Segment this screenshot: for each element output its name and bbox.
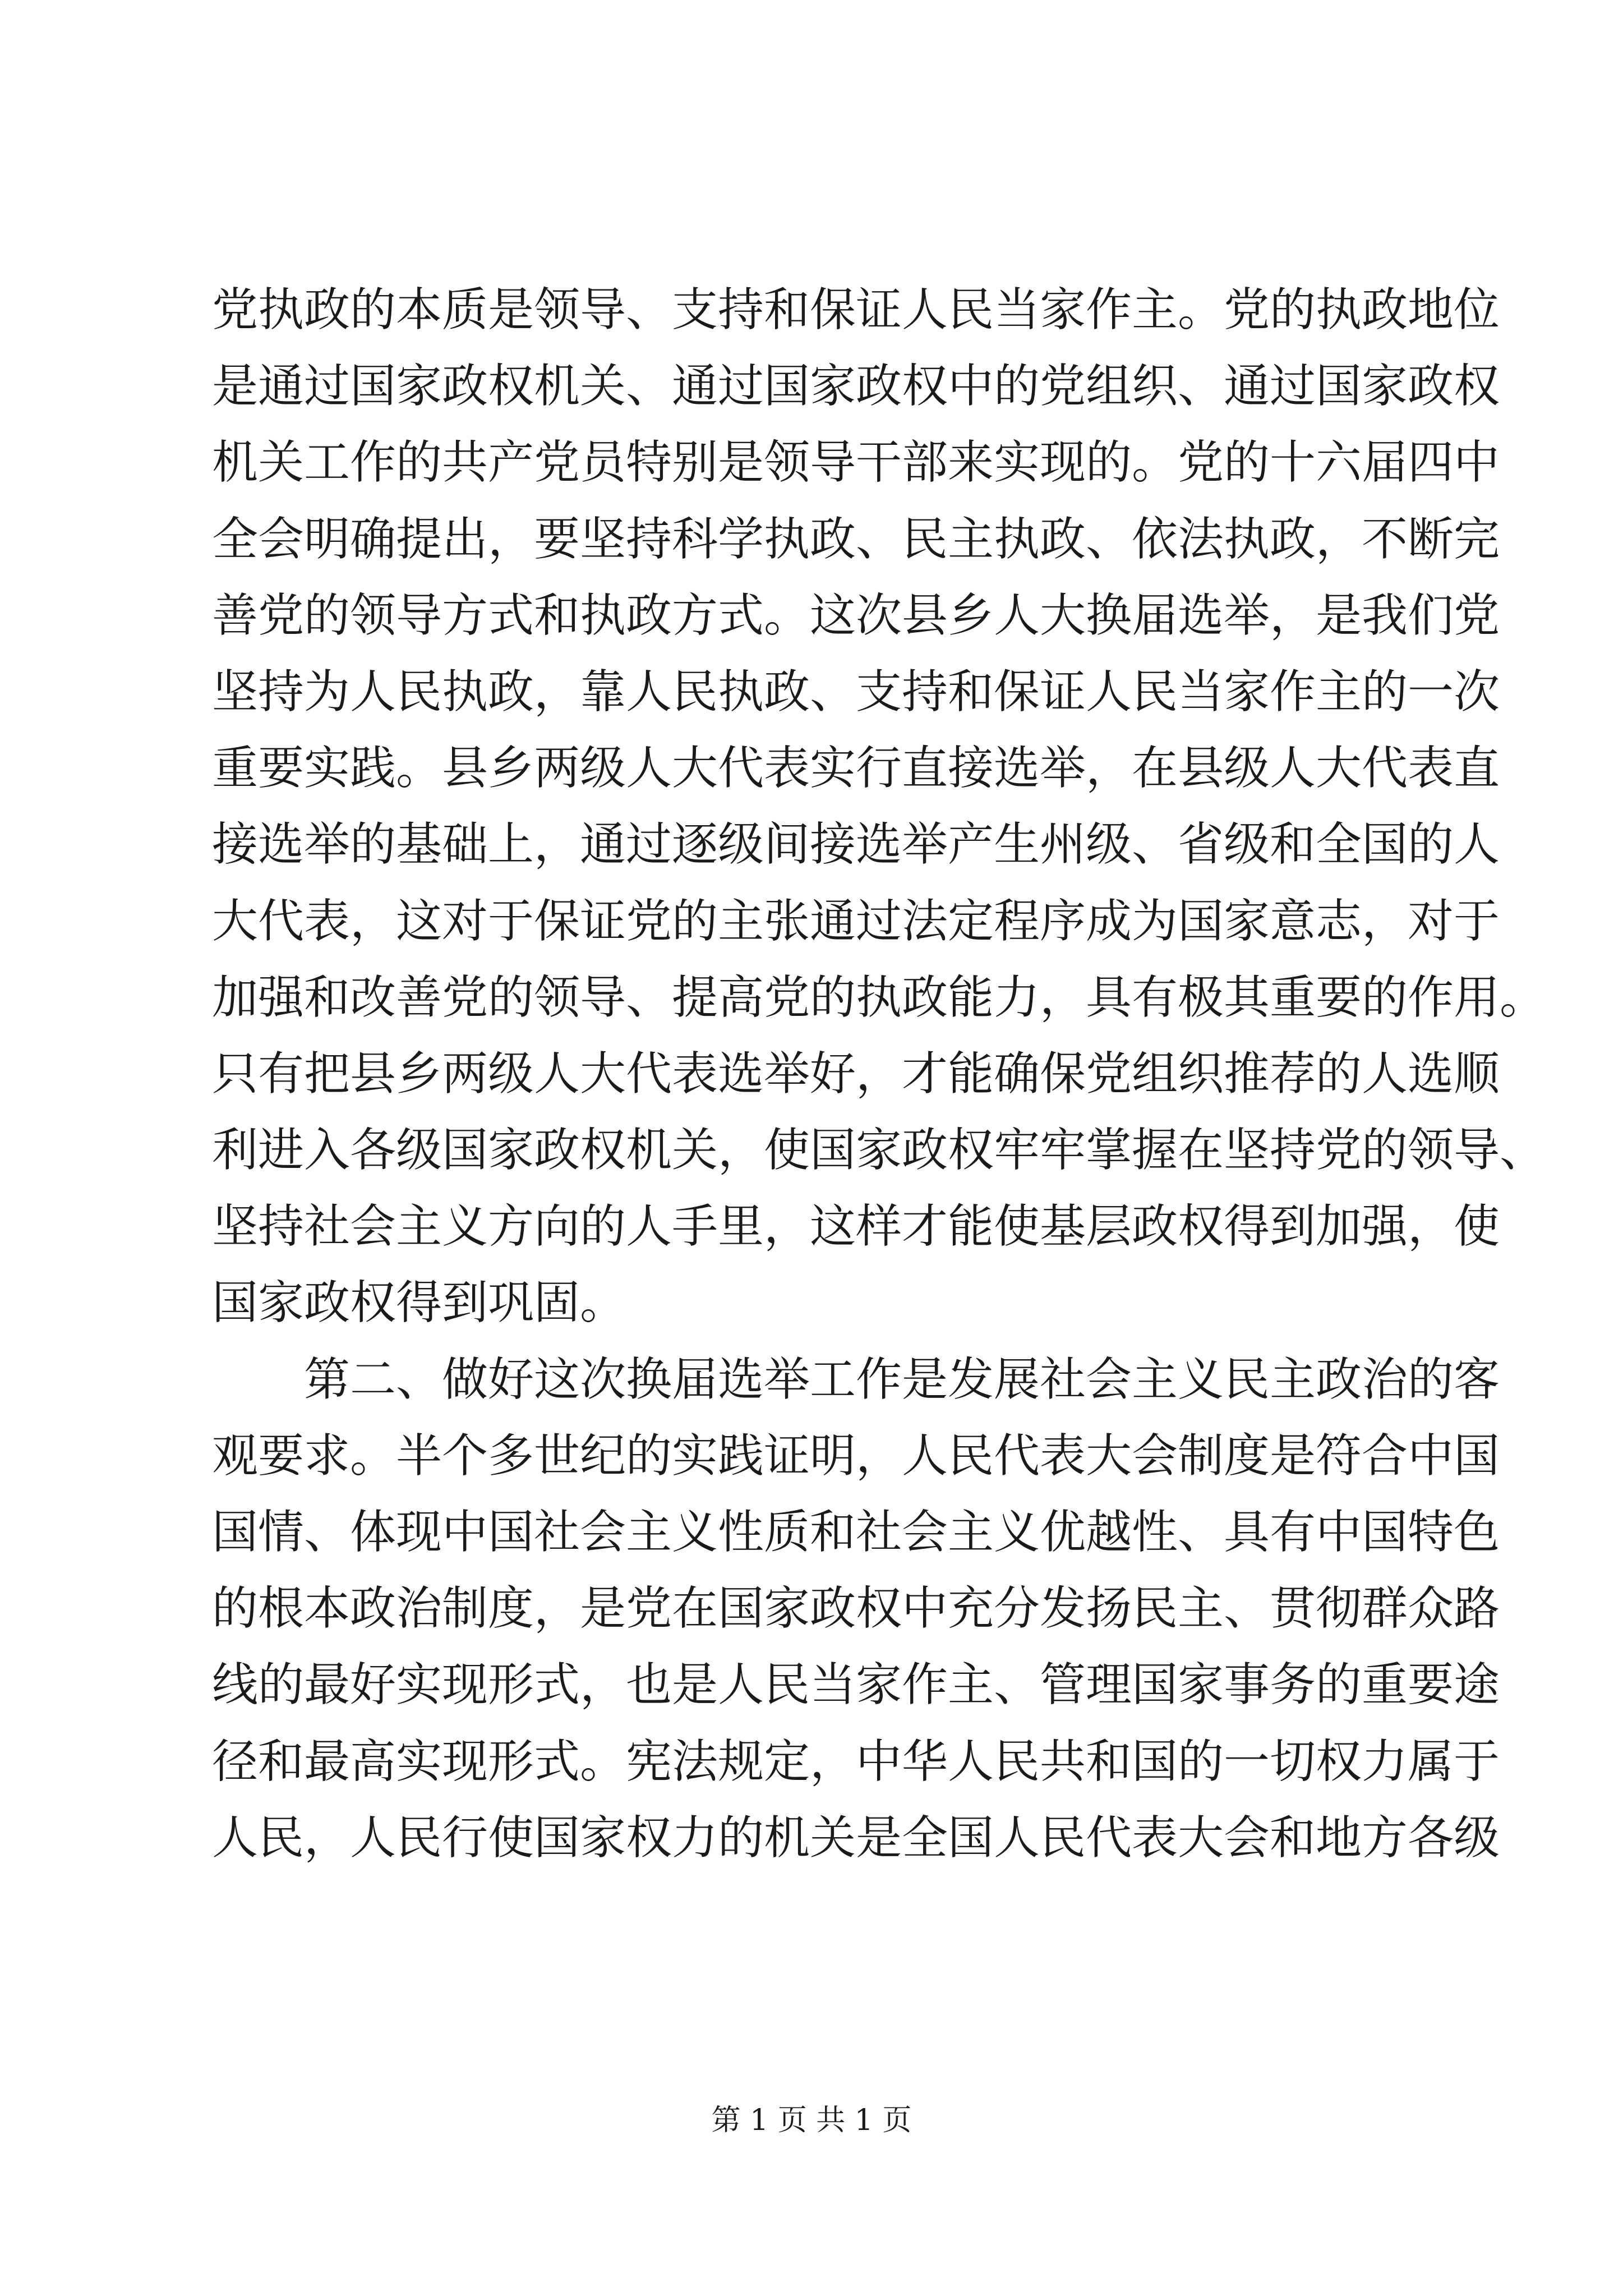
text-line: 重要实践。县乡两级人大代表实行直接选举，在县级人大代表直 <box>212 742 1500 795</box>
text-line: 国情、体现中国社会主义性质和社会主义优越性、具有中国特色 <box>212 1506 1500 1559</box>
page-footer <box>0 2101 1623 2140</box>
text-line: 人民，人民行使国家权力的机关是全国人民代表大会和地方各级 <box>212 1811 1500 1865</box>
text-line: 大代表，这对于保证党的主张通过法定程序成为国家意志，对于 <box>212 894 1500 948</box>
text-line: 的根本政治制度，是党在国家政权中充分发扬民主、贯彻群众路 <box>212 1582 1500 1636</box>
text-line: 利进入各级国家政权机关，使国家政权牢牢掌握在坚持党的领导、 <box>212 1124 1546 1177</box>
text-line: 加强和改善党的领导、提高党的执政能力，具有极其重要的作用。 <box>212 970 1546 1024</box>
text-line: 坚持为人民执政，靠人民执政、支持和保证人民当家作主的一次 <box>212 665 1500 719</box>
page-number-label: 第 1 页 共 1 页 <box>711 2104 912 2137</box>
text-line: 是通过国家政权机关、通过国家政权中的党组织、通过国家政权 <box>212 360 1500 413</box>
text-line: 径和最高实现形式。宪法规定，中华人民共和国的一切权力属于 <box>212 1734 1500 1788</box>
text-line: 线的最好实现形式，也是人民当家作主、管理国家事务的重要途 <box>212 1658 1500 1712</box>
body-text <box>212 272 1546 1876</box>
text-line: 机关工作的共产党员特别是领导干部来实现的。党的十六届四中 <box>212 436 1500 490</box>
text-line: 接选举的基础上，通过逐级间接选举产生州级、省级和全国的人 <box>212 818 1500 872</box>
text-line: 党执政的本质是领导、支持和保证人民当家作主。党的执政地位 <box>212 283 1500 337</box>
paragraph-2 <box>212 1342 1500 1876</box>
text-line: 善党的领导方式和执政方式。这次县乡人大换届选举，是我们党 <box>212 588 1500 642</box>
paragraph-1 <box>212 272 1546 1342</box>
text-line: 第二、做好这次换届选举工作是发展社会主义民主政治的客 <box>304 1352 1500 1406</box>
text-line: 坚持社会主义方向的人手里，这样才能使基层政权得到加强，使 <box>212 1200 1500 1254</box>
text-line: 国家政权得到巩固。 <box>212 1276 626 1330</box>
text-line: 全会明确提出，要坚持科学执政、民主执政、依法执政，不断完 <box>212 512 1500 566</box>
text-line: 观要求。半个多世纪的实践证明，人民代表大会制度是符合中国 <box>212 1429 1500 1483</box>
text-line: 只有把县乡两级人大代表选举好，才能确保党组织推荐的人选顺 <box>212 1047 1500 1101</box>
